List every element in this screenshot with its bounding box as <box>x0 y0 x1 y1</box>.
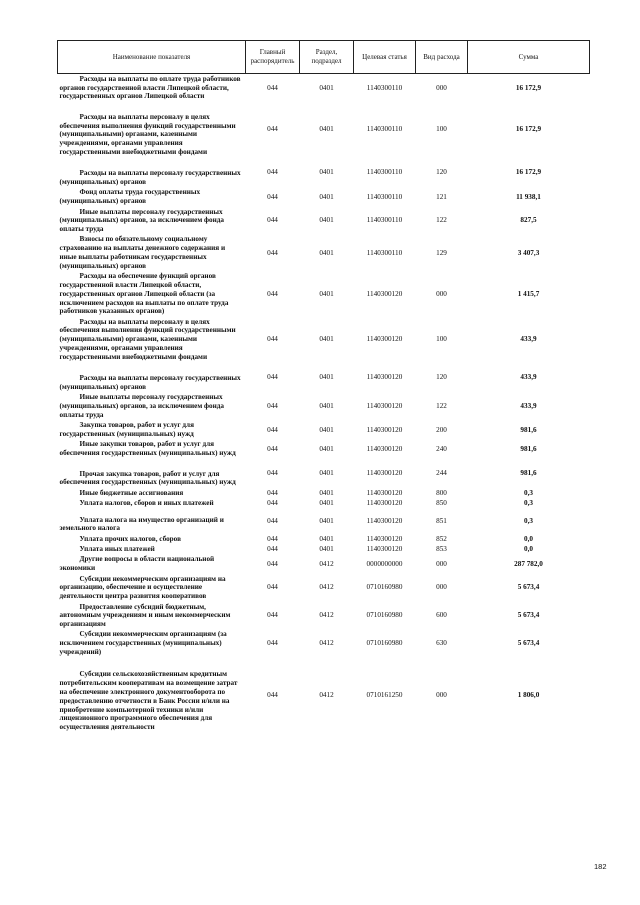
row-name <box>58 393 246 421</box>
row-expense-type: 852 <box>436 534 447 543</box>
row-target-article: 1140300120 <box>366 488 403 497</box>
table-row <box>58 544 590 554</box>
row-amount: 3 407,3 <box>517 248 540 257</box>
table-row <box>58 602 590 630</box>
row-chief-administrator: 044 <box>267 83 278 92</box>
table-row <box>58 630 590 658</box>
table-row <box>58 421 590 440</box>
row-amount: 0,3 <box>524 488 533 497</box>
table-row <box>58 440 590 459</box>
row-chief-administrator: 044 <box>267 335 278 344</box>
row-target-article: 1140300120 <box>366 516 403 525</box>
row-name <box>58 544 246 554</box>
row-expense-type: 000 <box>436 559 447 568</box>
row-name-text: Взносы по обязательному социальному страхованию на выплаты денежного содержания и иные выплаты работникам государственных (муниципальных) органов <box>59 235 226 270</box>
row-chief-administrator: 044 <box>267 192 278 201</box>
row-target-article: 1140300120 <box>366 402 403 411</box>
row-amount: 981,6 <box>520 425 537 434</box>
table-body <box>58 74 590 733</box>
row-chief-administrator: 044 <box>267 289 278 298</box>
row-name-text: Уплата налогов, сборов и иных платежей <box>79 499 214 508</box>
row-name-text: Расходы на обеспечение функций органов государственной власти Липецкой области, государственных органов Липецкой области (за исключением расходов на выплаты по оплате труда работников указанных органов) <box>59 272 229 316</box>
row-name-text: Субсидии некоммерческим организациям (за исключением государственных (муниципальных) учреждений) <box>59 630 227 657</box>
row-target-article: 1140300110 <box>366 216 403 225</box>
row-expense-type: 000 <box>436 83 447 92</box>
row-amount: 16 172,9 <box>515 83 542 92</box>
row-amount: 1 415,7 <box>517 289 540 298</box>
row-name <box>58 658 246 733</box>
row-chief-administrator: 044 <box>267 545 278 554</box>
header-indicator-name: Наименование показателя <box>58 41 246 74</box>
row-target-article: 1140300120 <box>366 444 403 453</box>
row-name-text: Иные выплаты персоналу государственных (муниципальных) органов, за исключением фонда оплаты труда <box>59 393 224 419</box>
row-name <box>58 102 246 158</box>
row-expense-type: 100 <box>436 125 447 134</box>
row-name-text: Фонд оплаты труда государственных (муниципальных) органов <box>59 188 201 206</box>
table-row <box>58 574 590 602</box>
row-target-article: 1140300110 <box>366 248 403 257</box>
row-amount: 981,6 <box>520 444 537 453</box>
row-name-text: Уплата налога на имущество организаций и земельного налога <box>59 515 224 533</box>
row-name-text: Расходы на выплаты персоналу государственных (муниципальных) органов <box>59 169 241 187</box>
row-amount: 0,0 <box>524 545 533 554</box>
row-expense-type: 122 <box>436 402 447 411</box>
row-name <box>58 74 246 102</box>
row-target-article: 1140300110 <box>366 83 403 92</box>
row-amount: 981,6 <box>520 469 537 477</box>
row-amount: 16 172,9 <box>515 125 542 134</box>
row-name <box>58 630 246 658</box>
table-row <box>58 362 590 392</box>
table-row <box>58 157 590 187</box>
row-expense-type: 100 <box>436 335 447 344</box>
budget-table <box>57 40 590 733</box>
row-name <box>58 421 246 440</box>
row-section: 0401 <box>319 168 334 177</box>
row-section: 0401 <box>319 83 334 92</box>
table-header <box>58 41 590 74</box>
row-chief-administrator: 044 <box>267 639 278 648</box>
row-target-article: 1140300120 <box>366 534 403 543</box>
row-amount: 16 172,9 <box>515 168 542 177</box>
row-expense-type: 244 <box>436 469 447 477</box>
row-amount: 433,9 <box>520 373 537 382</box>
row-section: 0401 <box>319 289 334 298</box>
row-expense-type: 121 <box>436 192 447 201</box>
row-name <box>58 459 246 488</box>
header-expense-type: Вид расхода <box>416 41 468 74</box>
row-amount: 0,0 <box>524 534 533 543</box>
row-section: 0401 <box>319 534 334 543</box>
header-target-article: Целевая статья <box>354 41 416 74</box>
row-expense-type: 000 <box>436 690 447 699</box>
row-chief-administrator: 044 <box>267 125 278 134</box>
row-chief-administrator: 044 <box>267 516 278 525</box>
row-section: 0401 <box>319 545 334 554</box>
row-target-article: 0710160980 <box>366 639 403 648</box>
row-name <box>58 440 246 459</box>
row-chief-administrator: 044 <box>267 469 278 477</box>
row-name-text: Субсидии сельскохозяйственным кредитным потребительским кооперативам на возмещение затрат на обеспечение электронного документооборота по предоставлению отчетности в Банк России и/или на приобретение компьютерной техники и/или лицензионного программного обеспечения для осуществления деятельности <box>59 670 238 732</box>
row-expense-type: 630 <box>436 639 447 648</box>
row-target-article: 1140300120 <box>366 425 403 434</box>
row-name-text: Закупка товаров, работ и услуг для государственных (муниципальных) нужд <box>59 421 194 439</box>
row-target-article: 0710160980 <box>366 611 403 620</box>
row-expense-type: 122 <box>436 216 447 225</box>
table-row <box>58 271 590 317</box>
row-chief-administrator: 044 <box>267 425 278 434</box>
table-row <box>58 207 590 235</box>
row-chief-administrator: 044 <box>267 499 278 508</box>
row-amount: 11 938,1 <box>516 192 541 201</box>
row-chief-administrator: 044 <box>267 402 278 411</box>
row-target-article: 1140300120 <box>366 289 403 298</box>
table-row <box>58 509 590 534</box>
row-chief-administrator: 044 <box>267 248 278 257</box>
table-row <box>58 393 590 421</box>
row-name <box>58 271 246 317</box>
row-name-text: Расходы на выплаты персоналу государственных (муниципальных) органов <box>59 374 241 391</box>
table-row <box>58 555 590 574</box>
row-name <box>58 235 246 272</box>
table-row <box>58 102 590 158</box>
header-amount: Сумма <box>468 41 590 74</box>
row-chief-administrator: 044 <box>267 444 278 453</box>
row-section: 0401 <box>319 516 334 525</box>
row-expense-type: 120 <box>436 373 447 382</box>
row-name-text: Расходы на выплаты по оплате труда работников органов государственной власти Липецкой области, государственных органов Липецкой области <box>59 74 241 101</box>
row-expense-type: 851 <box>436 516 447 525</box>
row-section: 0412 <box>319 611 334 620</box>
row-name <box>58 157 246 187</box>
row-section: 0412 <box>319 583 334 592</box>
row-name <box>58 509 246 534</box>
header-row <box>58 41 590 74</box>
row-expense-type: 240 <box>436 444 447 453</box>
row-section: 0412 <box>319 559 334 568</box>
table-row <box>58 317 590 363</box>
table-row <box>58 188 590 207</box>
table-row <box>58 488 590 498</box>
row-expense-type: 850 <box>436 499 447 508</box>
row-section: 0401 <box>319 425 334 434</box>
row-amount: 5 673,4 <box>517 611 540 620</box>
row-amount: 5 673,4 <box>517 583 540 592</box>
row-name-text: Уплата прочих налогов, сборов <box>79 534 181 543</box>
row-section: 0401 <box>319 402 334 411</box>
row-chief-administrator: 044 <box>267 690 278 699</box>
table-row <box>58 534 590 544</box>
row-chief-administrator: 044 <box>267 168 278 177</box>
row-name-text: Иные закупки товаров, работ и услуг для обеспечения государственных (муниципальных) нужд <box>59 440 236 458</box>
row-expense-type: 800 <box>436 488 447 497</box>
row-name <box>58 488 246 498</box>
table-row <box>58 498 590 508</box>
row-target-article: 0710161250 <box>366 690 403 699</box>
row-expense-type: 200 <box>436 425 447 434</box>
row-amount: 433,9 <box>520 335 537 344</box>
header-chief-administrator: Главный распорядитель <box>246 41 300 74</box>
row-name-text: Субсидии некоммерческим организациям на организацию, обеспечение и осуществление деятельности центра развития кооперативов <box>59 574 226 601</box>
row-section: 0401 <box>319 469 334 477</box>
row-amount: 827,5 <box>520 216 537 225</box>
row-name <box>58 362 246 392</box>
row-chief-administrator: 044 <box>267 559 278 568</box>
row-expense-type: 129 <box>436 248 447 257</box>
row-name <box>58 534 246 544</box>
row-name <box>58 188 246 207</box>
row-chief-administrator: 044 <box>267 583 278 592</box>
row-section: 0401 <box>319 335 334 344</box>
row-target-article: 0710160980 <box>366 583 403 592</box>
row-chief-administrator: 044 <box>267 373 278 382</box>
row-name-text: Расходы на выплаты персоналу в целях обеспечения выполнения функций государственными (муниципальными) органами, казенными учреждениями, органами управления государственными внебюджетными фондами <box>59 317 236 361</box>
header-section-subsection: Раздел, подраздел <box>300 41 354 74</box>
row-section: 0401 <box>319 373 334 382</box>
row-target-article: 1140300110 <box>366 168 403 177</box>
row-target-article: 1140300110 <box>366 192 403 201</box>
page-number: 182 <box>594 862 607 871</box>
row-section: 0401 <box>319 499 334 508</box>
row-name-text: Предоставление субсидий бюджетным, автономным учреждениям и иным некоммерческим организациям <box>59 602 231 629</box>
row-name-text: Уплата иных платежей <box>79 545 155 554</box>
row-name-text: Другие вопросы в области национальной экономики <box>59 555 215 573</box>
row-amount: 0,3 <box>524 499 533 508</box>
row-amount: 433,9 <box>520 402 537 411</box>
row-chief-administrator: 044 <box>267 534 278 543</box>
table-row <box>58 658 590 733</box>
row-amount: 5 673,4 <box>517 639 540 648</box>
row-chief-administrator: 044 <box>267 216 278 225</box>
row-target-article: 0000000000 <box>366 559 403 568</box>
row-amount: 1 806,0 <box>517 690 540 699</box>
row-target-article: 1140300110 <box>366 125 403 134</box>
row-section: 0412 <box>319 639 334 648</box>
row-section: 0401 <box>319 444 334 453</box>
row-name <box>58 574 246 602</box>
row-expense-type: 000 <box>436 583 447 592</box>
row-amount: 0,3 <box>524 516 533 525</box>
row-name-text: Расходы на выплаты персоналу в целях обеспечения выполнения функций государственными (муниципальными) органами, казенными учреждениями, органами управления государственными внебюджетными фондами <box>59 112 236 156</box>
table-row <box>58 459 590 488</box>
row-expense-type: 600 <box>436 611 447 620</box>
row-expense-type: 120 <box>436 168 447 177</box>
row-name <box>58 498 246 508</box>
row-name <box>58 602 246 630</box>
row-expense-type: 853 <box>436 545 447 554</box>
row-section: 0401 <box>319 488 334 497</box>
row-target-article: 1140300120 <box>366 499 403 508</box>
row-section: 0401 <box>319 216 334 225</box>
row-chief-administrator: 044 <box>267 488 278 497</box>
row-name <box>58 207 246 235</box>
row-target-article: 1140300120 <box>366 373 403 382</box>
row-chief-administrator: 044 <box>267 611 278 620</box>
row-expense-type: 000 <box>436 289 447 298</box>
row-amount: 287 782,0 <box>514 559 543 568</box>
row-target-article: 1140300120 <box>366 545 403 554</box>
table-row <box>58 74 590 102</box>
row-section: 0401 <box>319 125 334 134</box>
row-target-article: 1140300120 <box>366 469 403 477</box>
row-name-text: Иные бюджетные ассигнования <box>79 488 184 497</box>
row-name-text: Прочая закупка товаров, работ и услуг для обеспечения государственных (муниципальных) нужд <box>59 469 236 487</box>
row-target-article: 1140300120 <box>366 335 403 344</box>
row-name <box>58 317 246 363</box>
row-section: 0401 <box>319 192 334 201</box>
row-section: 0412 <box>319 690 334 699</box>
row-name <box>58 555 246 574</box>
table-row <box>58 235 590 272</box>
row-section: 0401 <box>319 248 334 257</box>
row-name-text: Иные выплаты персоналу государственных (муниципальных) органов, за исключением фонда оплаты труда <box>59 207 224 234</box>
